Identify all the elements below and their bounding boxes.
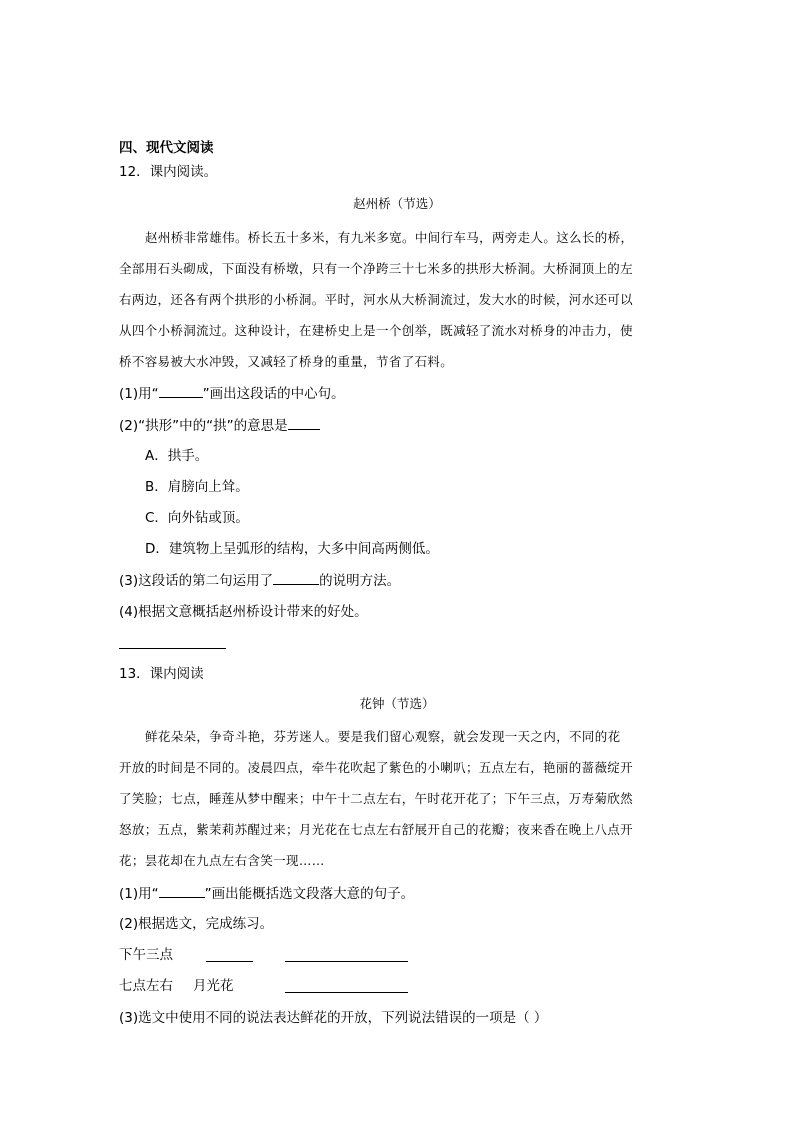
sub-1-suffix: ”画出能概括选文段落大意的句子。 <box>204 886 415 902</box>
sub-3-suffix: 的说明方法。 <box>319 573 401 589</box>
passage-12-line-1: 赵州桥非常雄伟。桥长五十多米，有九米多宽。中间行车马，两旁走人。这么长的桥， <box>145 230 634 245</box>
answer-blank[interactable] <box>288 416 320 430</box>
question-12-sub-3 <box>119 571 400 590</box>
fill-row-1-blank-1[interactable] <box>206 961 253 962</box>
sub-2-text: (2)“拱形”中的“拱”的意思是 <box>119 418 288 434</box>
passage-12-line-4: 从四个小桥洞流过。这种设计，在建桥史上是一个创举，既减轻了流水对桥身的冲击力，使 <box>119 323 634 338</box>
question-13-sub-2: (2)根据选文，完成练习。 <box>119 916 274 932</box>
passage-13-line-1: 鲜花朵朵，争奇斗艳，芬芳迷人。要是我们留心观察，就会发现一天之内，不同的花 <box>145 729 621 744</box>
passage-13-line-5: 花；昙花却在九点左右含笑一现…… <box>119 853 325 868</box>
passage-13-line-3: 了笑脸；七点，睡莲从梦中醒来；中午十二点左右，午时花开花了；下午三点，万寿菊欣然 <box>119 791 634 806</box>
fill-row-2-label: 七点左右 <box>119 978 173 994</box>
answer-blank[interactable] <box>273 571 319 585</box>
section-title: 四、现代文阅读 <box>119 140 214 156</box>
sub-1-prefix: (1)用“ <box>119 386 159 402</box>
passage-12-line-5: 桥不容易被大水冲毁，又减轻了桥身的重量，节省了石料。 <box>119 354 454 369</box>
passage-13-line-4: 怒放；五点，紫茉莉苏醒过来；月光花在七点左右舒展开自己的花瓣；夜来香在晚上八点开 <box>119 822 634 837</box>
passage-12-line-2: 全部用石头砌成，下面没有桥墩，只有一个净跨三十七米多的拱形大桥洞。大桥洞顶上的左 <box>119 261 634 276</box>
sub-1-suffix: ”画出这段话的中心句。 <box>202 386 345 402</box>
fill-row-1-blank-2[interactable] <box>285 961 408 962</box>
sub-1-prefix: (1)用“ <box>119 886 159 902</box>
passage-title-zhaozhou-bridge: 赵州桥（节选） <box>353 196 441 211</box>
option-b[interactable]: B．肩膀向上耸。 <box>145 479 249 495</box>
passage-12-line-3: 右两边，还各有两个拱形的小桥洞。平时，河水从大桥洞流过，发大水的时候，河水还可以 <box>119 292 634 307</box>
fill-row-1-label: 下午三点 <box>119 947 173 963</box>
passage-13-line-2: 开放的时间是不同的。凌晨四点，牵牛花吹起了紫色的小喇叭；五点左右，艳丽的蔷薇绽开 <box>119 760 634 775</box>
option-c[interactable]: C．向外钻或顶。 <box>145 510 249 526</box>
question-13-sub-1 <box>119 884 414 903</box>
sub-3-prefix: (3)这段话的第二句运用了 <box>119 573 274 589</box>
question-13-number: 13．课内阅读 <box>119 666 204 682</box>
question-12-sub-1 <box>119 384 345 403</box>
passage-title-flower-clock: 花钟（节选） <box>359 696 435 711</box>
question-13-sub-3: (3)选文中使用不同的说法表达鲜花的开放，下列说法错误的一项是（ ） <box>119 1010 548 1026</box>
fill-row-2-blank[interactable] <box>285 992 408 993</box>
question-12-number: 12．课内阅读。 <box>119 164 218 180</box>
option-d[interactable]: D．建筑物上呈弧形的结构，大多中间高两侧低。 <box>145 541 439 557</box>
answer-line[interactable] <box>119 648 226 649</box>
question-12-sub-2 <box>119 416 320 435</box>
question-12-sub-4: (4)根据文意概括赵州桥设计带来的好处。 <box>119 604 368 620</box>
underline-blank <box>159 884 205 898</box>
underline-blank <box>159 384 203 398</box>
option-a[interactable]: A．拱手。 <box>145 448 209 464</box>
fill-row-2-flower: 月光花 <box>193 978 234 994</box>
